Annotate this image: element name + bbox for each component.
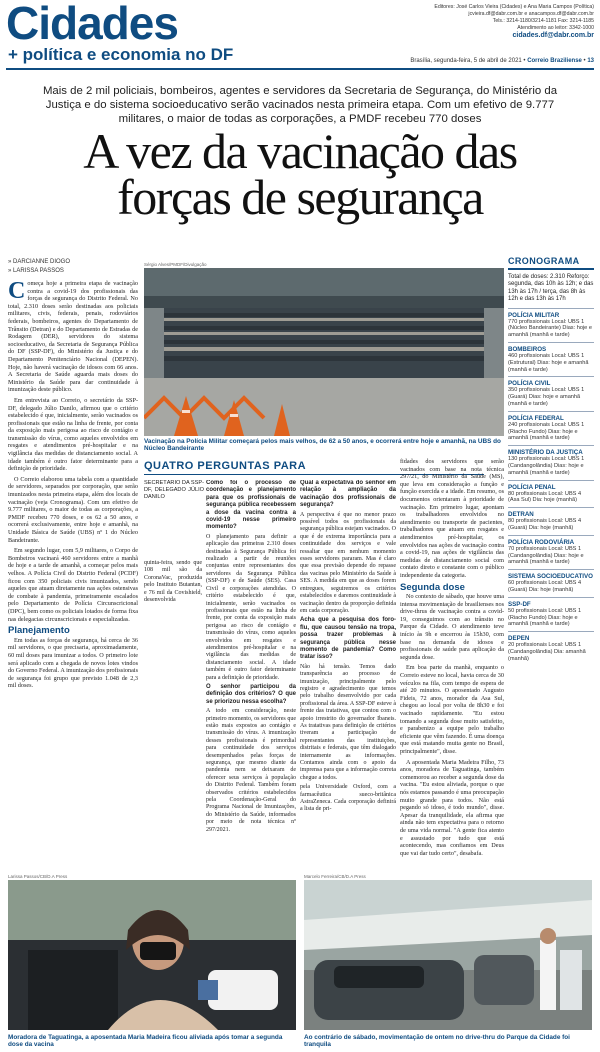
- cronograma-group-name: DETRAN: [508, 511, 534, 519]
- body-column-right: [400, 458, 504, 876]
- article-headline: [10, 123, 590, 225]
- editors-box: [404, 4, 594, 39]
- article-lead: Mais de 2 mil policiais, bombeiros, agentes e servidores da Secretaria de Segurança, do Ministério da Justiça e do sistema socioeducativo serão vacinados nesta primeira etapa. Com um efetivo de 9.777 militares, o maior de todas as corporações, a PMDF recebeu 770 doses: [42, 85, 558, 125]
- dateline: Brasília, segunda-feira, 5 de abril de 2021 • Correio Braziliense • 13: [410, 58, 594, 64]
- cronograma-group-info: 350 profissionais Local: UBS 1 (Guará) Dias: hoje e amanhã (manhã e tarde): [508, 387, 585, 407]
- cronograma-group-info: 20 profissionais Local: UBS 1 (Candangolândia) Dia: amanhã (manhã): [508, 642, 586, 662]
- question-1: Como foi o processo de coordenação e planejamento para que os profissionais de segurança pública recebessem a dose da vacina contra a covid-19 nesse primeiro momento?: [206, 480, 296, 531]
- cronograma-group: [508, 342, 594, 373]
- body-paragraph-4: Em segundo lugar, com 5,9 militares, o Corpo de Bombeiros vacinará 460 servidores entre a manhã de hoje e a tarde de amanhã, a começar pelos mais velhos. A Polícia Civil do Distrito Federal (PCDF) ficou com 350 policiais civis imunizados, sendo aqueles que atuam diretamente nas ações ostensivas de combate à pandemia, primeiramente escalados pelo Departamento de Polícia Circunscricional (DPC), bem como os policiais lotados de forma fixa nas delegacias circunscricionais e especializadas.: [8, 547, 138, 623]
- right-paragraph-4: A aposentada Maria Madeira Filho, 73 anos, moradora de Taguatinga, também comemorou ao receber a segunda dose da vacina. "Eu estou aliviada, porque o que nós estamos passando é uma preocupação muito grande para todos. Não está pegando só idoso, é todo mundo", disse. Apesar da tranquilidade, ela afirma que ainda não tem expectativa para o retorno de uma vida normal. "A gente fica atento e assustado por tudo que está acontecendo, mas confiamos em Deus que vai dar tudo certo", desabafa.: [400, 758, 504, 857]
- interviewee-name: SECRETÁRIO DA SSP-DF, DELEGADO JÚLIO DANILO: [144, 480, 204, 500]
- cronograma-group-info: 770 profissionais Local: UBS 1 (Núcleo Bandeirante) Dias: hoje e amanhã (manhã e tarde): [508, 318, 592, 339]
- author-1: » DARCIANNE DIOGO: [8, 259, 71, 265]
- police-formation-illustration: [144, 268, 504, 436]
- woman-vaccinated-illustration: [8, 880, 296, 1030]
- headline-line-2: forças de segurança: [117, 169, 483, 225]
- bottom-mid-text: pela Universidade Oxford, com a farmacêutica sueco-britânica AstraZeneca. Cada corporação definirá a lista de pri-: [300, 784, 396, 813]
- subhead-planejamento: Planejamento: [8, 625, 70, 637]
- cronograma-group: [508, 445, 594, 476]
- main-photo-credit: Sérgio Alves/PMDF/Divulgação: [144, 262, 207, 267]
- body-paragraph-3: O Correio elaborou uma tabela com a quantidade de servidores, separados por corporação, que serão imunizados nesta primeira etapa, além dos locais de vacinação (veja Cronograma). Com um efetivo de 9.777 militares, o maior de todas as corporações, a PMDF recebeu 770 doses, e os 62 a 50 anos, e ocorrerá exclusivamente, entre hoje e amanhã, na Unidade Básica de Saúde (UBS) nº 1 do Núcleo Bandeirante.: [8, 475, 138, 544]
- byline: [8, 258, 70, 276]
- cronograma-box: [508, 256, 594, 663]
- answer-4: Não há tensão. Temos dado transparência ao processo de imunização, principalmente pelo registro e agradecimento que temos pelo trabalho desenvolvido por cada profissional da área. A SSP-DF esteve à frente das tratativas, que contou com o apoio irrestrito do governador Ibaneis. As tratativas para definição de critérios tiveram a participação de representantes das instituições, distritais e federais, que têm dialogado internamente as informações. Contamos ainda com o apoio da imprensa para que a informação correta chegue a todos.: [300, 663, 396, 781]
- cronograma-group: [508, 631, 594, 662]
- cronograma-group-name: SSP-DF: [508, 600, 531, 608]
- subhead-segunda-dose: Segunda dose: [400, 581, 465, 593]
- photo-vaccination-woman: [8, 880, 296, 1030]
- cronograma-group-info: 80 profissionais Local: UBS 4 (Guará) Dia: hoje (manhã): [508, 518, 582, 531]
- photo-drive-thru: [304, 880, 592, 1030]
- answer-1: O planejamento para definir a aplicação das primeiras 2.310 doses destinadas à Segurança Pública foi realizado a partir de reuniões conjuntas entre representantes dos servidores da Segurança Pública (SSP-DF) e de Saúde (SES). Casa Civil e corporações atendidas. O critério estabelecido é que, inicialmente, serão vacinados os profissionais que estão na linha de frente, por conta da exposição mais perigosa ao risco de contágio e transmissão do vírus, como aqueles envolvidos em resgates e atendimentos pré-hospitalar e na vigilância das medidas de distanciamento social. A idade também é outro fator determinante para a definição de prioridade.: [206, 533, 296, 681]
- body-paragraph-2: Em entrevista ao Correio, o secretário da SSP-DF, delegado Júlio Danilo, afirmou que o critério estabelecido é que, inicialmente, serão vacinados os profissionais que estão na linha de frente, por conta da exposição mais perigosa ao risco de contágio e transmissão do vírus, como aqueles envolvidos em resgates e atendimentos pré-hospitalar e na vigilância das medidas de distanciamento social. A idade também é outro fator determinante para a definição de prioridade.: [8, 396, 138, 473]
- cronograma-total: Total de doses: 2.310 Reforço: segunda, das 10h às 12h; e das 13h às 17h / terça, das 8h às 12h e das 13h às 17h: [508, 274, 594, 303]
- photo-left-credit: Larissa Passos/CB/D.A Press: [8, 874, 68, 879]
- headline-line-1: A vez da vacinação das: [83, 123, 517, 179]
- cronograma-group-name: POLÍCIA RODOVIÁRIA: [508, 538, 575, 546]
- cronograma-group-name: POLÍCIA PENAL: [508, 483, 556, 491]
- cronograma-title: CRONOGRAMA: [508, 256, 594, 270]
- drive-thru-illustration: [304, 880, 592, 1030]
- cronograma-group-info: 60 profissionais Local: UBS 4 (Guará) Dia: hoje (manhã): [508, 580, 582, 593]
- cronograma-group-name: POLÍCIA CIVIL: [508, 380, 551, 388]
- cronograma-group-info: 130 profissionais Local: UBS 1 (Candangolândia) Dias: hoje e amanhã (manhã e tarde): [508, 456, 585, 476]
- cronograma-group-name: POLÍCIA MILITAR: [508, 311, 560, 319]
- photo-right-caption: Ao contrário de sábado, movimentação de ontem no drive-thru do Parque da Cidade foi tranquila: [304, 1034, 570, 1048]
- cronograma-groups: [508, 308, 594, 663]
- answer-3: A perspectiva é que no menor prazo possível todos os profissionais da segurança pública estejam vacinados. O que é de extrema importância para a continuidade dos serviços e vale ressaltar que em nenhum momento esses servidores pararam. Mas é claro que essa previsão depende do repasse das vacinas pelo Ministério da Saúde à SES. A medida em que as doses forem entregues, seguiremos os critérios estabelecidos e daremos continuidade à vacinação dentro da proporção definida em cada corporação.: [300, 511, 396, 614]
- cronograma-group: [508, 535, 594, 566]
- editors-email: jcvieira.df@dabr.com.br e anacampos.df@dabr.com.br: [468, 11, 594, 17]
- cronograma-group: [508, 480, 594, 505]
- right-paragraph-3: Em boa parte da manhã, enquanto o Correio esteve no local, havia cerca de 30 veículos na fila, com tempo de espera de até 20 minutos. O aposentado Augusto Fideis, 72 anos, morador da Asa Sul, chegou ao local por volta de 8h30 e foi vacinado rapidamente. "Eu estou tomando a segunda dose muito satisfeito, e parabenizo a equipe pelo trabalho eficiente que vêm fazendo. É uma doença que está matando muita gente no Brasil, principalmente", disse.: [400, 664, 504, 755]
- interview-banner: QUATRO PERGUNTAS PARA: [144, 460, 307, 472]
- cronograma-group: [508, 376, 594, 407]
- date-text: Brasília, segunda-feira, 5 de abril de 2021: [410, 58, 522, 64]
- cronograma-group-name: BOMBEIROS: [508, 346, 547, 354]
- cronograma-group-name: SISTEMA SOCIOEDUCATIVO: [508, 573, 593, 581]
- body-column-left: [8, 280, 138, 876]
- bottom-left-text: quinta-feira, sendo que 108 mil são da CoronaVac, produzida pelo Instituto Butantan, e 76 mil da Covishield, desenvolvida: [144, 560, 202, 604]
- cronograma-group: [508, 411, 594, 442]
- body-paragraph-1: omeça hoje a primeira etapa de vacinação contra a covid-19 dos profissionais das forças de segurança do Distrito Federal. No total, 2.310 doses serão destinadas aos policiais militares, civis, federais, penais, rodoviários federais, bombeiros, agentes do Departamento de Trânsito (Detran) e do Departamento de Estradas de Rodagem (DER), servidores do sistema socioeducativo, da Secretaria de Segurança Pública do DF (SSP-DF), do Ministério da Justiça e do Departamento Penitenciário Nacional (DEPEN). Hoje, não haverá vacinação de idosos com 66 anos. A Secretaria de Saúde aguarda mais doses do Ministério da Saúde para dar continuidade à imunização deste público.: [8, 280, 138, 394]
- cronograma-group-info: 80 profissionais Local: UBS 4 (Asa Sul) Dia: hoje (manhã): [508, 490, 582, 504]
- question-4: Acha que a pesquisa dos foro-flu, que causou tensão na tropa, possa trazer problemas à segurança pública nesse momento de pandemia? Como tratar isso?: [300, 617, 396, 661]
- question-2: O senhor participou da definição dos critérios? O que se priorizou nessa escolha?: [206, 683, 296, 705]
- cronograma-group-name: POLÍCIA FEDERAL: [508, 414, 564, 422]
- readers-line: Atendimento ao leitor: 3342-1000: [517, 25, 594, 31]
- page-number: 13: [587, 58, 594, 64]
- masthead-rule: [6, 68, 594, 70]
- phone-line: Tels.: 3214-1180/3214-1181 Fax: 3214-1185: [492, 18, 594, 24]
- interview-column-2: [300, 480, 396, 870]
- drop-cap: C: [8, 280, 26, 304]
- question-3: Qual a expectativa do senhor em relação à ampliação da vacinação dos profissionais de segurança?: [300, 480, 396, 509]
- interview-column-0: [144, 560, 202, 860]
- cronograma-group-info: 50 profissionais Local: UBS 1 (Riacho Fundo) Dias: hoje e amanhã (manhã e tarde): [508, 607, 582, 628]
- cronograma-group: [508, 308, 594, 339]
- photo-left-caption: Moradora de Taguatinga, a aposentada Maria Madeira ficou aliviada após tomar a segunda dose da vacina: [8, 1034, 283, 1048]
- interview-column-1: [206, 480, 296, 860]
- author-2: » LARISSA PASSOS: [8, 268, 64, 274]
- cronograma-group-info: 70 profissionais Local: UBS 1 (Candangolândia) Dias: hoje e amanhã (manhã e tarde): [508, 545, 584, 566]
- cronograma-group-name: DEPEN: [508, 635, 530, 643]
- cronograma-group: [508, 569, 594, 594]
- right-paragraph-2: No contexto de sábado, que houve uma intensa movimentação de brasilienses nos drive-thrus de vacinação contra a covid-19, conseguimos com ao trânsito no Parque da Cidade. O atendimento teve início às 9h e encerrou às 15h30, com base na demanda de idosos e profissionais de saúde para aplicação da segunda dose.: [400, 593, 504, 661]
- cronograma-group: [508, 597, 594, 628]
- section-subtitle: + política e economia no DF: [8, 45, 234, 64]
- answer-2: A todo em consideração, neste primeiro momento, os servidores que estão mais expostos ao contágio e transmissão do vírus. A imunização desses profissionais é primordial para continuidade dos serviços desempenhados pelas forças de segurança, que mesmo diante da pandemia nem se deixaram de oferecer seus serviços à população do Distrito Federal. Também foram observados critérios estabelecidos pela Coordenação-Geral do Programa Nacional de Imunizações, do Ministério da Saúde, informados por meio de nota técnica nº 297/2021.: [206, 708, 296, 833]
- cronograma-group: [508, 507, 594, 532]
- cronograma-group-info: 460 profissionais Local: UBS 1 (Estrutural) Dias: hoje e amanhã (manhã e tarde): [508, 353, 589, 373]
- editors-line: Editores: José Carlos Vieira (Cidades) e Ana Maria Campos (Política): [434, 4, 594, 10]
- paper-name: Correio Braziliense: [527, 58, 582, 64]
- photo-right-credit: Marcelo Ferreira/CB/D.A Press: [304, 874, 366, 879]
- right-paragraph-1: fidades dos servidores que serão vacinados com base na nota técnica 297/21, do Ministério da Saúde (MS), que leva em consideração a função e função exercida e a idade. Em resumo, os documentos orientaram à prioridade de vacinação. Em primeiro lugar, apontam os trabalhadores envolvidos no atendimento ou transporte de pacientes, trabalhadores que atuam em resgates e atendimentos pré-hospitalar, os envolvidos nas ações de vacinação contra a covid-19, nas ações de vigilância das medidas de distanciamento social com contato direto e constante com o público independente da categoria.: [400, 458, 504, 579]
- section-email[interactable]: cidades.df@dabr.com.br: [512, 32, 594, 39]
- cronograma-group-name: MINISTÉRIO DA JUSTIÇA: [508, 449, 583, 457]
- section-title: Cidades: [6, 0, 178, 49]
- main-photo-police-formation: [144, 268, 504, 436]
- main-photo-caption: Vacinação na Polícia Militar começará pelos mais velhos, de 62 a 50 anos, e ocorrerá entre hoje e amanhã, na UBS do Núcleo Bandeirante: [144, 438, 501, 452]
- cronograma-group-info: 240 profissionais Local: UBS 1 (Riacho Fundo) Dias: hoje e amanhã (manhã e tarde): [508, 421, 585, 442]
- body-paragraph-5: Em todas as forças de segurança, há cerca de 36 mil servidores, o que precisaria, aproximadamente, 60 mil doses para imunizar a todos. O primeiro lote será aplicado com a chegada de novos lotes vindos do Governo Federal. A imunização dos profissionais de segurança foi grupo que previsto 1.048 de 2,3 mil doses.: [8, 636, 138, 690]
